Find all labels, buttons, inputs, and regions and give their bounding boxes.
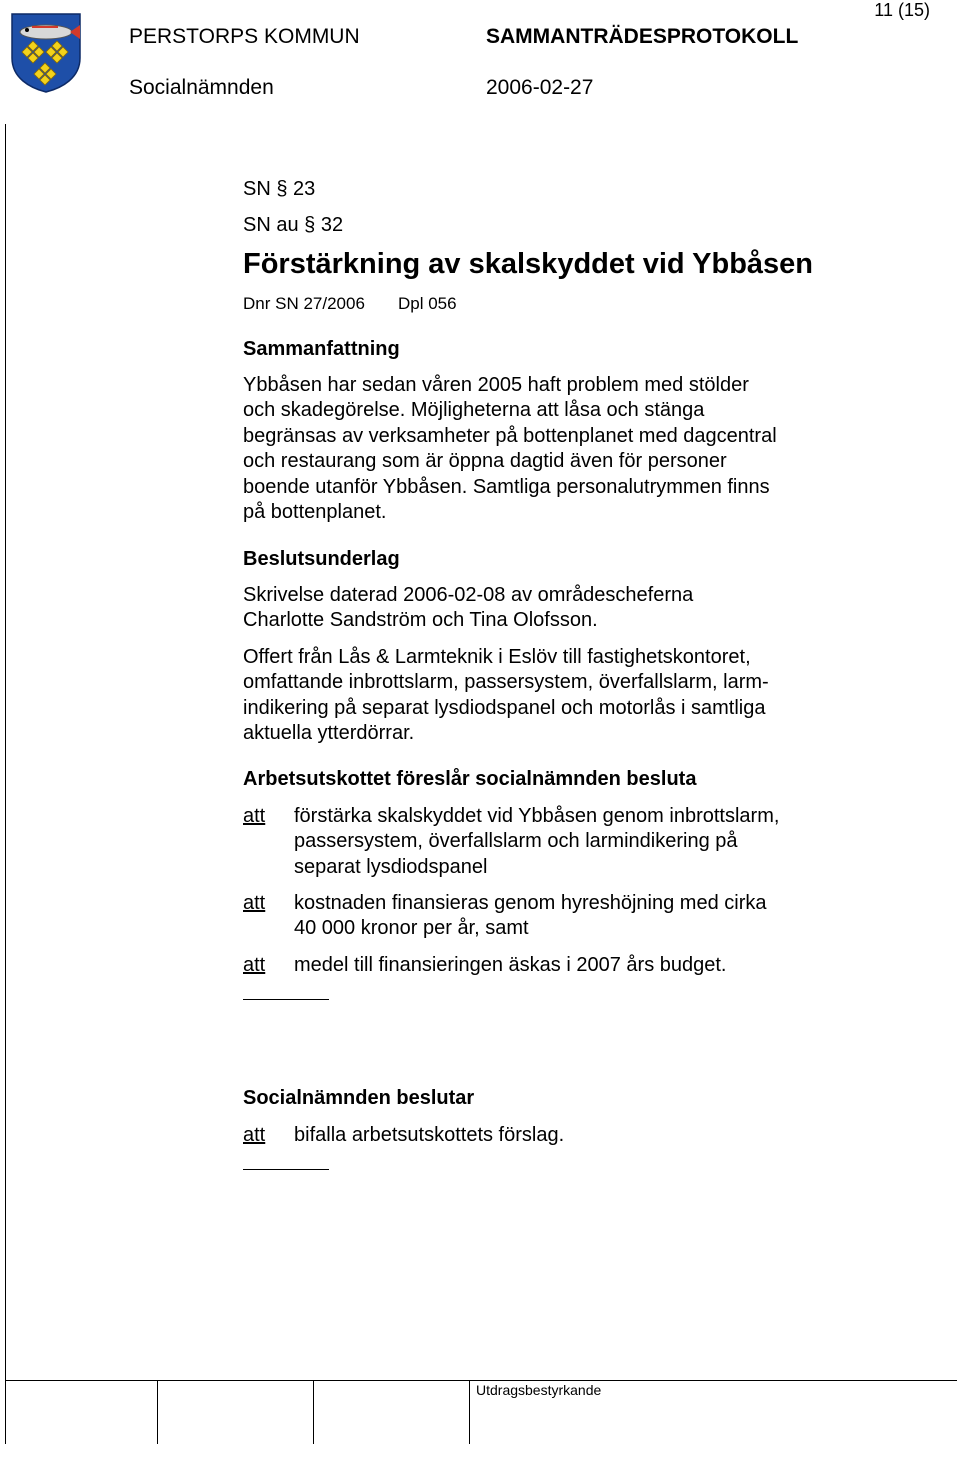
- proposal-item-text: [294, 804, 854, 880]
- basis-paragraph-2: [243, 645, 863, 747]
- case-title: Förstärkning av skalskyddet vid Ybbåsen: [243, 248, 814, 280]
- proposal-item-text: [294, 953, 854, 978]
- footer-divider: [157, 1380, 158, 1444]
- summary-heading: Sammanfattning: [243, 338, 400, 360]
- basis-line: Skrivelse daterad 2006-02-08 av områdescheferna: [243, 584, 694, 606]
- footer-top-rule: [5, 1380, 957, 1381]
- page-number: 11 (15): [874, 0, 930, 20]
- summary-line: Ybbåsen har sedan våren 2005 haft problem med stölder: [243, 374, 749, 396]
- au-paragraph-ref: SN au § 32: [243, 214, 344, 236]
- basis-heading: Beslutsunderlag: [243, 548, 400, 570]
- meeting-date: 2006-02-27: [486, 76, 594, 99]
- footer-divider: [313, 1380, 314, 1444]
- basis-line: Charlotte Sandström och Tina Olofsson.: [243, 609, 598, 632]
- basis-paragraph-1: [243, 583, 863, 634]
- summary-text: [243, 373, 863, 525]
- basis-line: omfattande inbrottslarm, passersystem, överfallslarm, larm-: [243, 671, 769, 694]
- att-marker: att: [243, 805, 266, 827]
- municipality-name: PERSTORPS KOMMUN: [129, 25, 360, 48]
- proposal-line: passersystem, överfallslarm och larmindikering på: [294, 830, 738, 853]
- document-type: SAMMANTRÄDESPROTOKOLL: [486, 25, 799, 48]
- proposal-end-rule: [243, 999, 329, 1000]
- att-marker: att: [243, 954, 266, 976]
- summary-line: begränsas av verksamheter på bottenplanet med dagcentral: [243, 424, 777, 447]
- proposal-line: kostnaden finansieras genom hyreshöjning med cirka: [294, 892, 767, 914]
- summary-line: på bottenplanet.: [243, 501, 387, 524]
- extract-certification-label: Utdragsbestyrkande: [476, 1382, 602, 1398]
- att-marker: att: [243, 1124, 266, 1146]
- sn-paragraph-ref: SN § 23: [243, 178, 316, 200]
- summary-line: boende utanför Ybbåsen. Samtliga personalutrymmen finns: [243, 475, 770, 498]
- basis-line: indikering på separat lysdiodspanel och motorlås i samtliga: [243, 696, 766, 719]
- dpl-number: Dpl 056: [398, 294, 457, 313]
- footer-divider: [469, 1380, 470, 1444]
- left-margin-line: [5, 124, 6, 1444]
- proposal-line: separat lysdiodspanel: [294, 855, 488, 878]
- proposal-line: förstärka skalskyddet vid Ybbåsen genom inbrottslarm,: [294, 805, 780, 827]
- proposal-heading: Arbetsutskottet föreslår socialnämnden besluta: [243, 768, 697, 790]
- proposal-item-text: [294, 891, 854, 942]
- coat-of-arms-logo: [10, 12, 82, 94]
- summary-line: och skadegörelse. Möjligheterna att låsa och stänga: [243, 399, 705, 422]
- summary-line: och restaurang som är öppna dagtid även för personer: [243, 450, 727, 473]
- basis-line: Offert från Lås & Larmteknik i Eslöv till fastighetskontoret,: [243, 646, 751, 668]
- basis-line: aktuella ytterdörrar.: [243, 722, 415, 745]
- proposal-line: 40 000 kronor per år, samt: [294, 917, 529, 940]
- committee-name: Socialnämnden: [129, 76, 274, 99]
- decision-item-text: [294, 1123, 854, 1148]
- att-marker: att: [243, 892, 266, 914]
- proposal-line: medel till finansieringen äskas i 2007 års budget.: [294, 954, 727, 976]
- decision-heading: Socialnämnden beslutar: [243, 1087, 475, 1109]
- decision-line: bifalla arbetsutskottets förslag.: [294, 1124, 565, 1146]
- dnr-number: Dnr SN 27/2006: [243, 294, 365, 313]
- decision-end-rule: [243, 1169, 329, 1170]
